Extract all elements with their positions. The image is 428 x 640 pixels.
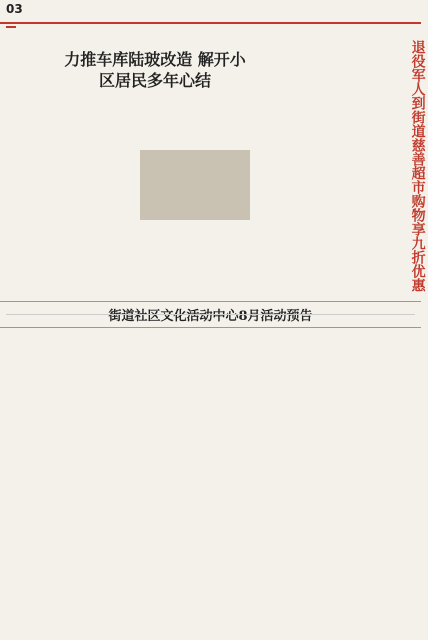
column-tag: [6, 26, 16, 28]
lead-photo: [140, 150, 250, 220]
masthead: [0, 0, 421, 24]
page-number: 03: [6, 2, 23, 16]
side-headline: 退役军人到街道慈善超市购物享九折优惠: [409, 40, 426, 292]
lead-headline: 力推车库陆玻改造 解开小区居民多年心结: [64, 49, 246, 90]
event-notice-headline: 街道社区文化活动中心8月活动预告: [0, 301, 421, 328]
event-listings: [6, 314, 415, 635]
side-article-body: [306, 40, 392, 236]
